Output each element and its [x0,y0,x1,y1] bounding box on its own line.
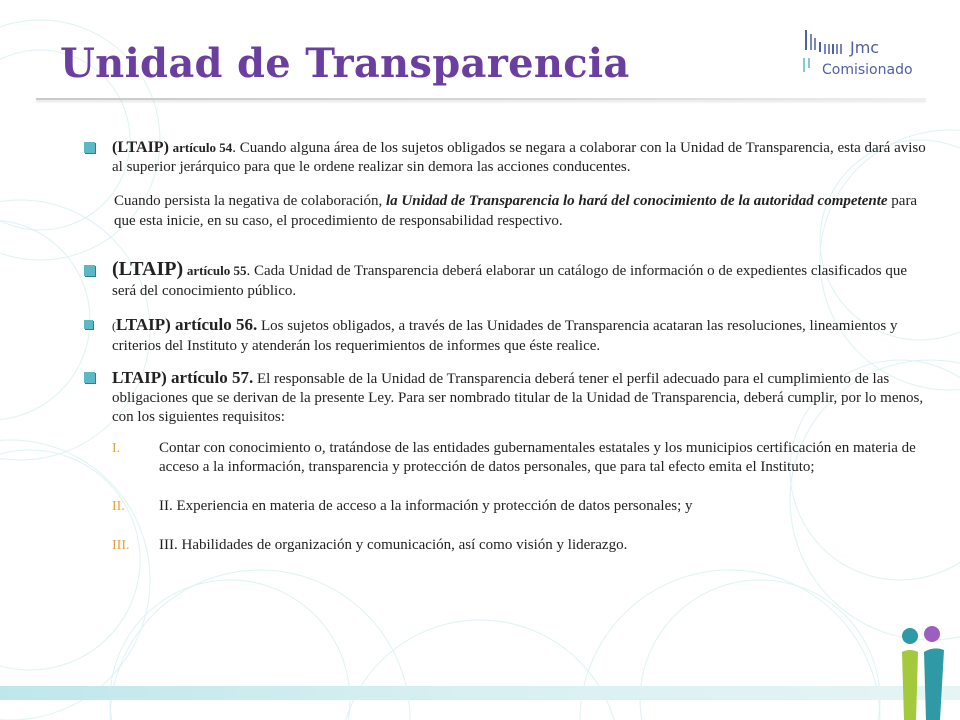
brand-mark-icon [896,622,948,720]
note-paragraph [114,191,934,231]
ref-article: LTAIP) artículo 57. [112,368,254,387]
list-numeral: II. [112,499,125,514]
bullet-text: . Cuando alguna área de los sujetos obligados se negara a colaborar con la Unidad de Transparencia, esta dará aviso al superior jerárquico para que le ordene realizar sin demora las acciones conducentes. [112,140,926,175]
bullet-articulo-54 [84,138,934,177]
list-item [112,536,934,555]
list-item [112,439,934,477]
requisitos-list [112,439,934,555]
ref-ltaip: (LTAIP) [112,258,184,280]
list-item [112,497,934,516]
ref-article: artículo 55 [186,263,247,278]
ref-ltaip: (LTAIP) [112,139,169,156]
bullet-text: Los sujetos obligados, a través de las Unidades de Transparencia acataran las resoluciones, lineamientos y criterios del Instituto y atenderán los requerimientos de informes que éste realice. [112,318,898,354]
page-title: Unidad de Transparencia [60,40,630,87]
bullet-marker-icon [84,320,93,329]
footer-band [0,686,960,700]
bullet-text: . Cada Unidad de Transparencia deberá elaborar un catálogo de información o de expedientes clasificados que será del conocimiento público. [112,263,908,299]
content [84,138,934,555]
bullet-articulo-57 [84,368,934,427]
bullet-marker-icon [84,142,95,153]
ref-paren: ( [112,319,116,333]
logo [800,28,930,80]
title-divider [36,98,926,100]
bullet-articulo-55 [84,259,934,301]
ref-article: artículo 54 [172,140,233,155]
logo-subtitle: Comisionado [822,62,913,78]
note-text-end: para que esta inicie, en su caso, el procedimiento de responsabilidad respectivo. [114,193,918,229]
bullet-articulo-56 [84,315,934,356]
bullet-marker-icon [84,265,95,276]
list-item-text: III. Habilidades de organización y comunicación, así como visión y liderazgo. [159,537,628,553]
list-numeral: III. [112,538,130,553]
note-emphasis: la Unidad de Transparencia lo hará del conocimiento de la autoridad competente [386,193,888,209]
ref-article: LTAIP) artículo 56. [116,315,258,334]
list-item-text: II. Experiencia en materia de acceso a la información y protección de datos personales; y [159,498,693,514]
bullet-text: El responsable de la Unidad de Transparencia deberá tener el perfil adecuado para el cumplimiento de las obligaciones que se derivan de la presente Ley. Para ser nombrado titular de la Unidad de Transparencia, deberá cumplir, por lo menos, con los siguientes requisitos: [112,371,924,425]
list-numeral: I. [112,441,121,456]
note-text: Cuando persista la negativa de colaboración, [114,193,386,209]
list-item-text: Contar con conocimiento o, tratándose de las entidades gubernamentales estatales y los municipios certificación en materia de acceso a la información, transparencia y protección de datos personales, que para tal efecto emita el Instituto; [159,440,916,475]
logo-name: Jmc [850,38,880,57]
bullet-marker-icon [84,372,95,383]
